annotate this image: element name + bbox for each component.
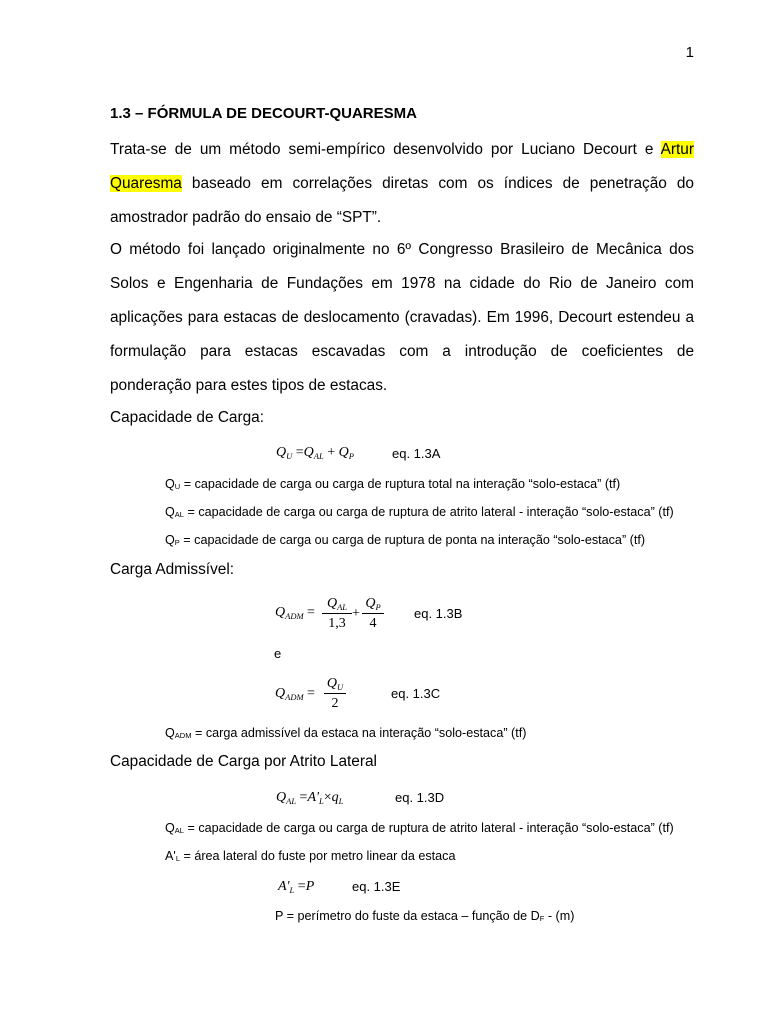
- highlighted-text: Artur: [660, 141, 694, 158]
- equation-label: eq. 1.3B: [414, 606, 463, 621]
- equation-1-3c-lhs: $Q_{ADM}$ =: [275, 686, 315, 702]
- section-title-admissivel: Carga Admissível:: [110, 561, 235, 578]
- equation-1-3e: $A'_L =P$: [278, 879, 315, 895]
- connector-e: e: [274, 646, 282, 661]
- definition-qal: $Q_{AL}$ = capacidade de carga ou carga de ruptura de atrito lateral - interação “solo-estaca” (tf): [165, 505, 674, 519]
- section-title-atrito: Capacidade de Carga por Atrito Lateral: [110, 753, 377, 770]
- highlighted-text: Quaresma: [110, 175, 182, 192]
- equation-label: eq. 1.3E: [352, 879, 401, 894]
- paragraph-line: O método foi lançado originalmente no 6º Congresso Brasileiro de Mecânica dos: [110, 241, 694, 258]
- equation-1-3d: $Q_{AL} =A'_L\times q_L$: [276, 790, 344, 806]
- equation-label: eq. 1.3D: [395, 790, 445, 805]
- definition-qp: $Q_P$ = capacidade de carga ou carga de ruptura de ponta na interação “solo-estaca” (tf): [165, 533, 646, 547]
- paragraph-text: Trata-se de um método semi-empírico desenvolvido por Luciano Decourt e: [110, 141, 654, 158]
- definition-qu: $Q_U$ = capacidade de carga ou carga de ruptura total na interação “solo-estaca” (tf): [165, 477, 621, 491]
- paragraph-line: formulação para estacas escavadas com a introdução de coeficientes de: [110, 343, 694, 360]
- paragraph-line: ponderação para estes tipos de estacas.: [110, 377, 388, 394]
- equation-label: eq. 1.3C: [391, 686, 441, 701]
- definition-al: $A'_L$ = área lateral do fuste por metro linear da estaca: [165, 849, 456, 863]
- equation-label: eq. 1.3A: [392, 446, 441, 461]
- plus-sign: +: [352, 606, 360, 621]
- definition-perimetro: P = perímetro do fuste da estaca – função de $D_F - (m)$: [275, 909, 575, 923]
- section-heading: 1.3 – FÓRMULA DE DECOURT-QUARESMA: [110, 105, 417, 122]
- paragraph-line: Solos e Engenharia de Fundações em 1978 na cidade do Rio de Janeiro com: [110, 275, 694, 292]
- fraction-qal-over-1-3: $Q_{AL}$ 1,3: [322, 596, 352, 632]
- fraction-qu-over-2: $Q_U$ 2: [324, 676, 346, 712]
- fraction-qp-over-4: $Q_P$ 4: [362, 596, 384, 632]
- equation-1-3a: $Q_U =Q_{AL} + Q_P$: [276, 445, 354, 461]
- equation-1-3b-lhs: $Q_{ADM}$ =: [275, 605, 315, 621]
- paragraph-text: baseado em correlações diretas com os índices de penetração do: [191, 175, 694, 192]
- page-number: 1: [685, 44, 694, 61]
- paragraph-line: [110, 175, 694, 193]
- paragraph-line: amostrador padrão do ensaio de “SPT”.: [110, 209, 382, 226]
- definition-qadm: $Q_{ADM}$ = carga admissível da estaca na interação “solo-estaca” (tf): [165, 726, 527, 740]
- paragraph-line: [110, 141, 694, 159]
- definition-qal-2: $Q_{AL}$ = capacidade de carga ou carga de ruptura de atrito lateral - interação “solo-estaca” (tf): [165, 821, 674, 835]
- section-title-capacidade: Capacidade de Carga:: [110, 409, 265, 426]
- paragraph-line: aplicações para estacas de deslocamento (cravadas). Em 1996, Decourt estendeu a: [110, 309, 694, 326]
